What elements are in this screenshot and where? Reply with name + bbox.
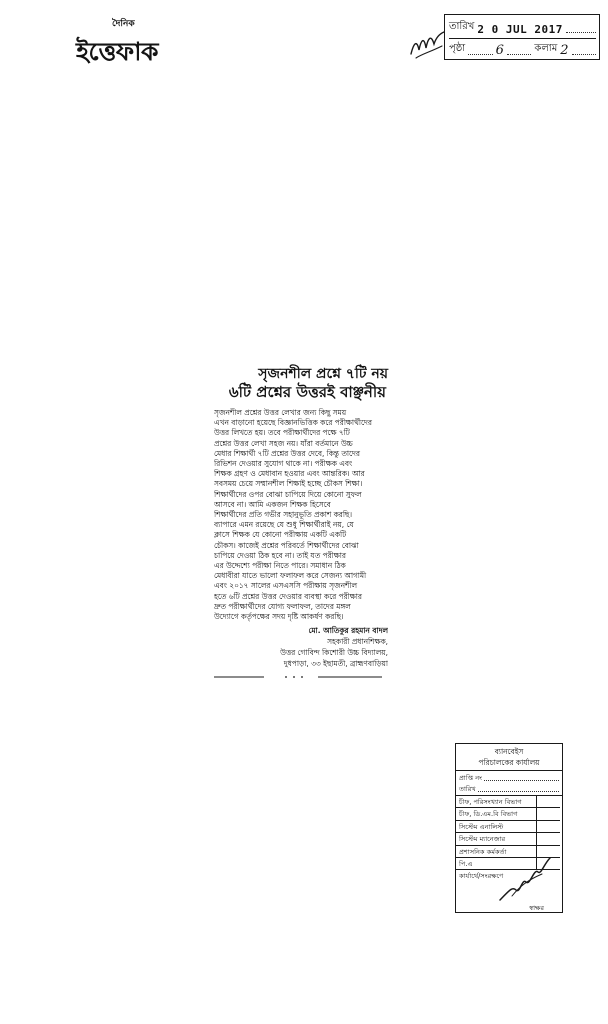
article-body-line: উদ্যোগে কর্তৃপক্ষের সদয় দৃষ্টি আকর্ষণ করছি। (214, 612, 344, 622)
routing-recipient-row (456, 833, 562, 845)
dotted-fill (507, 53, 531, 55)
stamp-date-label: তারিখ (449, 21, 475, 32)
article-body-line: চাপিয়ে দেওয়া ঠিক হবে না। তাই যত পরীক্ষার (214, 550, 346, 560)
stamp-page-label: পৃষ্ঠা (449, 43, 466, 54)
author-address: দুধপাড়া, ৩৩ ইছামতী, ব্রাহ্মণবাড়িয়া (283, 659, 388, 668)
routing-check-cell (536, 796, 560, 808)
routing-recipient-row (456, 821, 562, 833)
article-clipping (212, 358, 390, 683)
stamp-date-value: 2 0 JUL 2017 (477, 23, 563, 36)
routing-date-line (459, 783, 559, 795)
routing-recipient-row (456, 808, 562, 820)
stamp-column-label: কলাম (534, 43, 558, 54)
routing-divider (456, 770, 562, 771)
routing-office: পরিচালকের কার্যালয় (478, 758, 540, 767)
routing-date-label: তারিখ (459, 785, 476, 793)
routing-signature-label: স্বাক্ষর (529, 904, 544, 912)
article-body-line: এখন বাড়ানো হয়েছে বিজ্ঞানভিত্তিক করে পরীক্ষার্থীদের (214, 418, 372, 428)
article-author-block (216, 625, 388, 669)
dotted-fill (572, 53, 596, 55)
clipping-date-stamp (444, 14, 600, 60)
article-body-line: মেধাবীরা যাতে ভালো ফলাফল করে সেজন্য আগামী (214, 571, 367, 581)
routing-check-cell (536, 821, 560, 833)
stamp-page-value: 6 (495, 43, 504, 58)
masthead-logo: ইত্তেফাক (76, 37, 158, 66)
author-school: উত্তর গোবিন্দ কিশোরী উচ্চ বিদ্যালয়, (280, 648, 388, 657)
article-body-line: সৃজনশীল প্রশ্নের উত্তর লেখার জন্য কিছু সময় (214, 408, 347, 417)
article-body-line: রিভিশন দেওয়ার সুযোগ থাকে না। পরীক্ষক এবং (214, 459, 353, 469)
stamp-column-value: 2 (560, 43, 569, 58)
stamp-date-line (449, 18, 596, 36)
dotted-fill (566, 31, 596, 33)
routing-recipient-label: কার্যার্থে/সংরক্ষণে (459, 872, 504, 881)
article-body-line: ক্লাসে শিক্ষক যে কোনো পরীক্ষায় একটি একটি (214, 530, 347, 540)
article-body (214, 408, 386, 622)
routing-recipient-label: সিস্টেম ম্যানেজার (456, 833, 536, 845)
dotted-fill (484, 779, 559, 781)
article-body-line: চৌকস। কাজেই প্রশ্নের পরিবর্তে শিক্ষার্থীদের বোঝা (214, 540, 359, 550)
dotted-fill (468, 53, 492, 55)
stamp-page-line (449, 38, 596, 58)
article-headline-line-2: ৬টি প্রশ্নের উত্তরই বাঞ্ছনীয় (228, 383, 386, 401)
routing-receipt-label: প্রাপ্তি নং (459, 774, 483, 782)
article-body-line: এবং ২০১৭ সালের এসএসসি পরীক্ষায় সৃজনশীল (214, 581, 358, 591)
article-body-line: শিক্ষার্থীদের প্রতি গভীর সহানুভূতি প্রকাশ করছি। (214, 510, 353, 520)
article-body-line: হতে ৬টি প্রশ্নের উত্তর দেওয়ার ব্যবস্থা করে পরীক্ষার (214, 591, 362, 601)
article-body-line: শিক্ষক গ্রহণ ও মেধাবান হওয়ার এবং আন্তরিক। আর (214, 469, 365, 479)
routing-org: ব্যানবেইস (494, 747, 524, 756)
routing-recipient-label: চীফ, ডি.এম.বি বিভাগ (456, 808, 536, 820)
article-body-line: প্রশ্নের উত্তর লেখা সহজ নয়। যাঁরা বর্তমানে উচ্চ (214, 438, 353, 448)
article-body-line: আসবে না। আমি একজন শিক্ষক হিসেবে (214, 499, 331, 509)
routing-recipient-label: চীফ, পরিসংখ্যান বিভাগ (456, 796, 536, 808)
article-body-line: উত্তর লিখতে হয়। তবে পরীক্ষার্থীদের পক্ষে ৭টি (214, 428, 350, 438)
article-body-line: সবসময় চেয়ে সম্মানশীল শিক্ষাই হচ্ছে চৌকস শিক্ষা। (214, 479, 363, 489)
author-name: মো. আতিকুর রহমান বাদল (308, 626, 388, 635)
routing-recipient-label: প্রশাসনিক কর্মকর্তা (456, 846, 536, 858)
routing-stamp (455, 743, 563, 913)
article-headline-line-1: সৃজনশীল প্রশ্নে ৭টি নয় (258, 366, 388, 382)
dotted-fill (478, 790, 559, 792)
article-body-line: শিক্ষার্থীদের ওপর বোঝা চাপিয়ে দিয়ে কোনো সুফল (214, 489, 362, 499)
article-end-divider (214, 674, 386, 680)
article-body-line: দ্রুত পরীক্ষার্থীদের যোগ্য ফলাফল, তাদের মঙ্গল (214, 601, 351, 611)
routing-check-cell (536, 808, 560, 820)
article-body-line: এর উদ্দেশ্যে পরীক্ষা নিতে পারে। সমাধান ঠিক (214, 561, 346, 571)
masthead-kicker: দৈনিক (112, 19, 135, 29)
author-title: সহকারী প্রধানশিক্ষক, (327, 637, 388, 646)
routing-recipient-row (456, 796, 562, 808)
article-body-line: মেধার শিক্ষার্থী ৭টি প্রশ্নের উত্তর দেবে, কিন্তু তাদের (214, 448, 360, 458)
routing-recipient-label: সিস্টেম এনালিস্ট (456, 821, 536, 833)
handwritten-signature (494, 856, 554, 906)
routing-recipient-label: পি.এ (456, 858, 536, 870)
article-body-line: ব্যাপারে এমন রয়েছে যে শুধু শিক্ষার্থীরাই নয়, যে (214, 520, 354, 530)
routing-check-cell (536, 833, 560, 845)
